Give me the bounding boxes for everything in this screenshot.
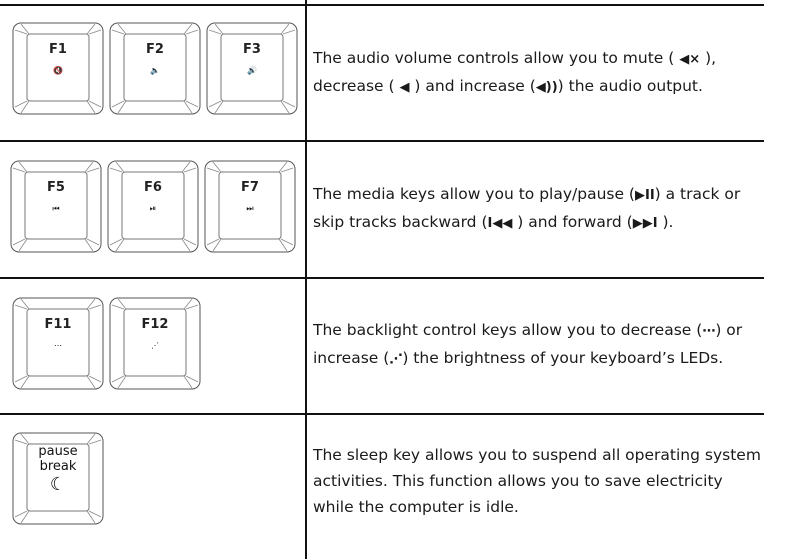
key-label: F11	[44, 317, 72, 332]
row-divider	[0, 277, 764, 279]
text: The sleep key allows you to suspend all operating system	[313, 446, 761, 464]
key-label-line: break	[39, 459, 77, 474]
f12-key	[109, 297, 201, 390]
f7-key	[204, 160, 296, 253]
play-pause-icon: ▶II	[634, 188, 655, 203]
text: ),	[700, 49, 717, 67]
text: The backlight control keys allow you to decrease (	[313, 321, 703, 339]
backlight-down-icon: ⋯	[702, 324, 716, 339]
text: ) the audio output.	[557, 77, 703, 95]
row-divider	[0, 413, 764, 415]
text: activities. This function allows you to save electricity	[313, 472, 723, 490]
f6-key	[107, 160, 199, 253]
key-label	[12, 444, 104, 474]
pause-break-key	[12, 432, 104, 525]
next-track-icon: ▶▶I	[632, 216, 658, 231]
row-divider	[0, 140, 764, 142]
volume-up-icon: ◀))	[535, 80, 558, 95]
key-label: F1	[49, 42, 67, 57]
text: while the computer is idle.	[313, 498, 519, 516]
text: The media keys allow you to play/pause (	[313, 185, 635, 203]
key-label: F2	[146, 42, 164, 57]
text: increase (	[313, 349, 390, 367]
f11-key	[12, 297, 104, 390]
previous-track-icon: I◀◀	[487, 216, 513, 231]
table-top-border	[0, 4, 764, 6]
mute-icon: 🔇	[53, 66, 63, 75]
text: The audio volume controls allow you to mute (	[313, 49, 680, 67]
audio-description	[313, 45, 763, 101]
text: ) and increase (	[409, 77, 536, 95]
backlight-up-icon: ⋰	[389, 352, 403, 367]
key-label: F12	[141, 317, 169, 332]
f1-key	[12, 22, 104, 115]
media-description	[313, 181, 763, 237]
text: skip tracks backward (	[313, 213, 488, 231]
backlight-up-icon: ⋰	[151, 341, 159, 350]
text: ) and forward (	[512, 213, 633, 231]
mute-icon: ◀×	[679, 52, 701, 67]
key-label: F5	[47, 180, 65, 195]
text: ) or	[715, 321, 743, 339]
column-divider	[305, 0, 307, 559]
f5-key	[10, 160, 102, 253]
volume-down-icon: 🔈	[150, 66, 160, 75]
key-label-line: pause	[38, 444, 78, 459]
previous-track-icon: ⏮	[52, 204, 60, 213]
key-label: F3	[243, 42, 261, 57]
moon-icon: ☾	[49, 474, 67, 495]
key-label: F6	[144, 180, 162, 195]
backlight-description	[313, 317, 763, 373]
f3-key	[206, 22, 298, 115]
text: ).	[657, 213, 674, 231]
next-track-icon: ⏭	[246, 204, 254, 213]
volume-up-icon: 🔊	[247, 66, 257, 75]
volume-down-icon: ◀	[399, 80, 410, 95]
text: ) the brightness of your keyboard’s LEDs.	[402, 349, 724, 367]
key-label: F7	[241, 180, 259, 195]
text: ) a track or	[654, 185, 741, 203]
text: decrease (	[313, 77, 400, 95]
play-pause-icon: ⏯	[149, 204, 157, 213]
sleep-description	[313, 442, 763, 520]
backlight-down-icon: ⋯	[54, 341, 62, 350]
f2-key	[109, 22, 201, 115]
